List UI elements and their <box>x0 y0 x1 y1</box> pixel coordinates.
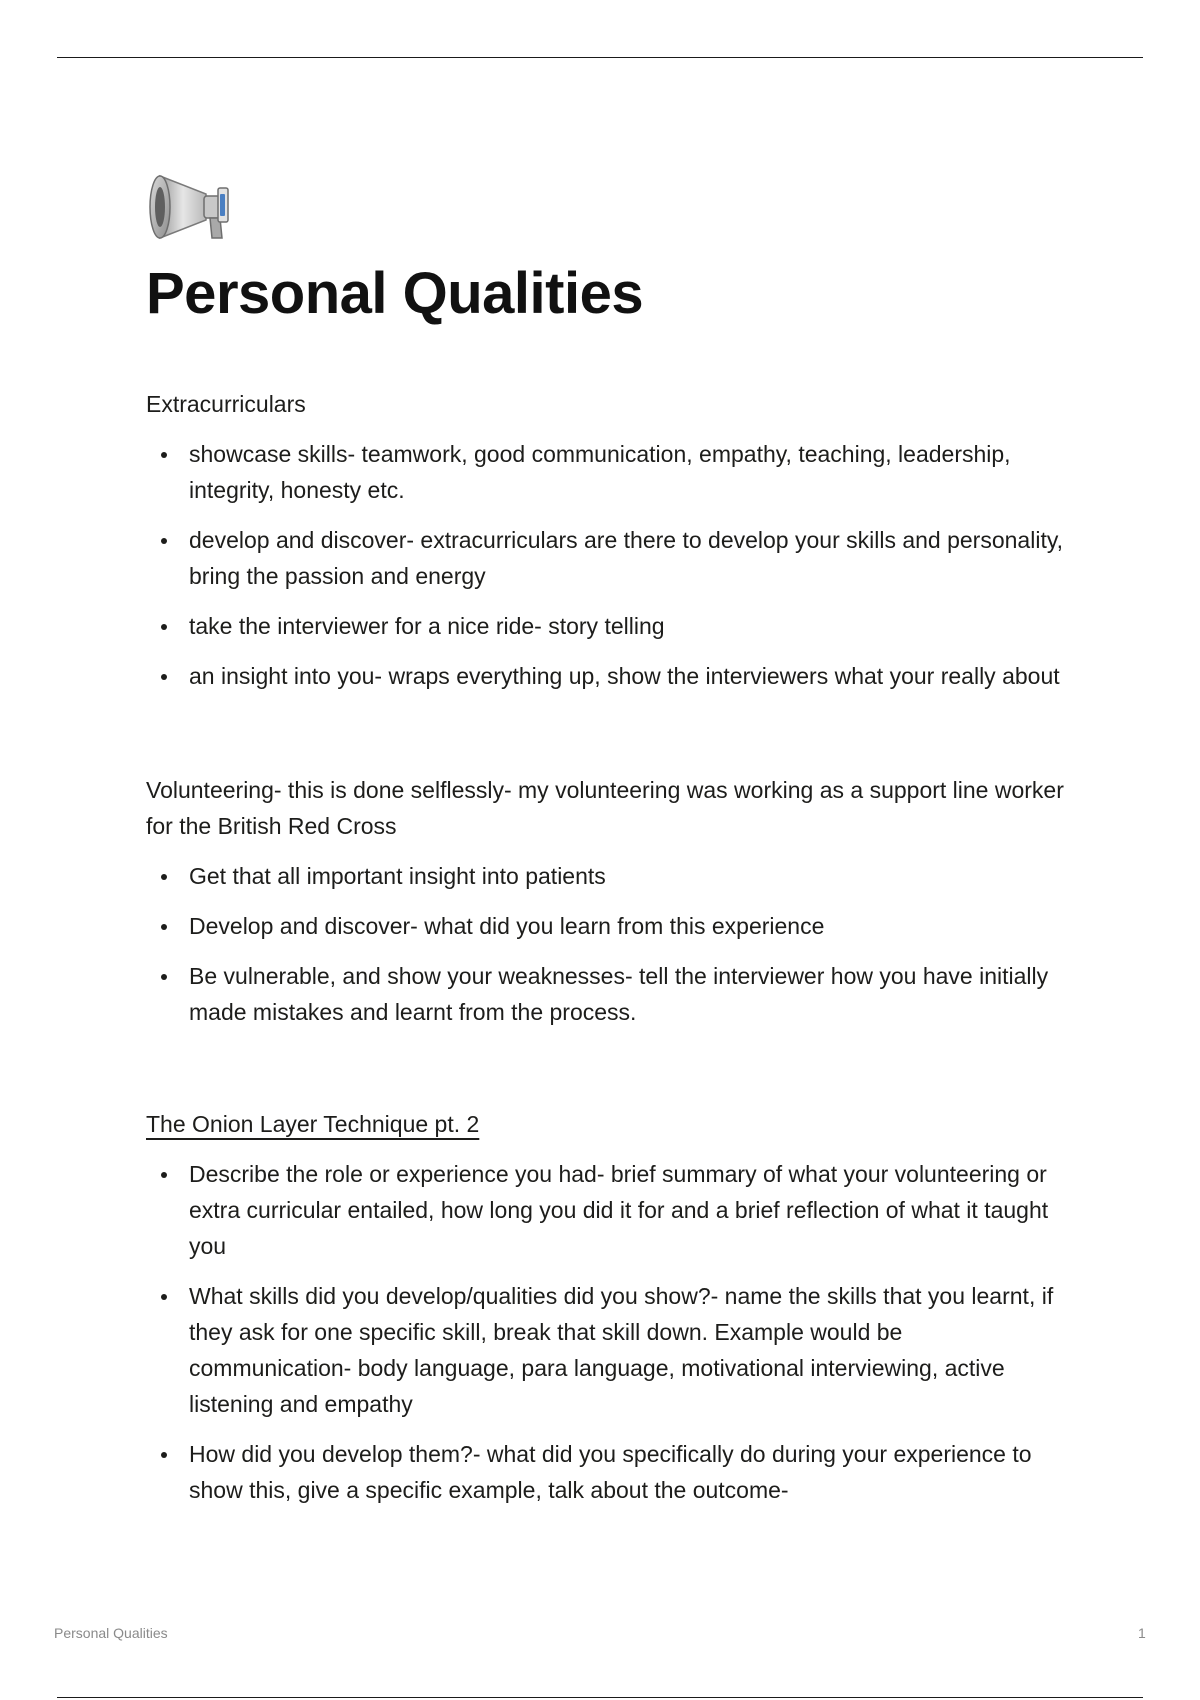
list-item: an insight into you- wraps everything up, show the interviewers what your really about <box>146 658 1066 694</box>
list-item: showcase skills- teamwork, good communication, empathy, teaching, leadership, integrity, honesty etc. <box>146 436 1066 508</box>
footer-page-number: 1 <box>1138 1625 1146 1641</box>
section-heading: Volunteering- this is done selflessly- my volunteering was working as a support line worker for the British Red Cross <box>146 777 1064 839</box>
list-item: take the interviewer for a nice ride- story telling <box>146 608 1066 644</box>
section-extracurriculars <box>146 386 1066 694</box>
section-volunteering <box>146 772 1066 1030</box>
list-item: Be vulnerable, and show your weaknesses- tell the interviewer how you have initially made mistakes and learnt from the process. <box>146 958 1066 1030</box>
list-item: Get that all important insight into patients <box>146 858 1066 894</box>
section-onion-layer <box>146 1106 1066 1508</box>
bottom-rule <box>57 1697 1143 1698</box>
megaphone-icon <box>146 158 236 244</box>
section-heading: Extracurriculars <box>146 391 306 417</box>
page-title: Personal Qualities <box>146 261 644 326</box>
top-rule <box>57 57 1143 58</box>
bullet-list <box>146 1156 1066 1508</box>
list-item: develop and discover- extracurriculars are there to develop your skills and personality, bring the passion and energy <box>146 522 1066 594</box>
list-item: What skills did you develop/qualities did you show?- name the skills that you learnt, if they ask for one specific skill, break that skill down. Example would be communication- body language, para language, motivational interviewing, active listening and empathy <box>146 1278 1066 1422</box>
footer-doc-name: Personal Qualities <box>54 1625 168 1641</box>
section-heading: The Onion Layer Technique pt. 2 <box>146 1111 480 1137</box>
list-item: Develop and discover- what did you learn from this experience <box>146 908 1066 944</box>
bullet-list <box>146 436 1066 694</box>
document-body <box>146 158 1066 1508</box>
list-item: How did you develop them?- what did you specifically do during your experience to show this, give a specific example, talk about the outcome- <box>146 1436 1066 1508</box>
bullet-list <box>146 858 1066 1030</box>
list-item: Describe the role or experience you had- brief summary of what your volunteering or extra curricular entailed, how long you did it for and a brief reflection of what it taught you <box>146 1156 1066 1264</box>
